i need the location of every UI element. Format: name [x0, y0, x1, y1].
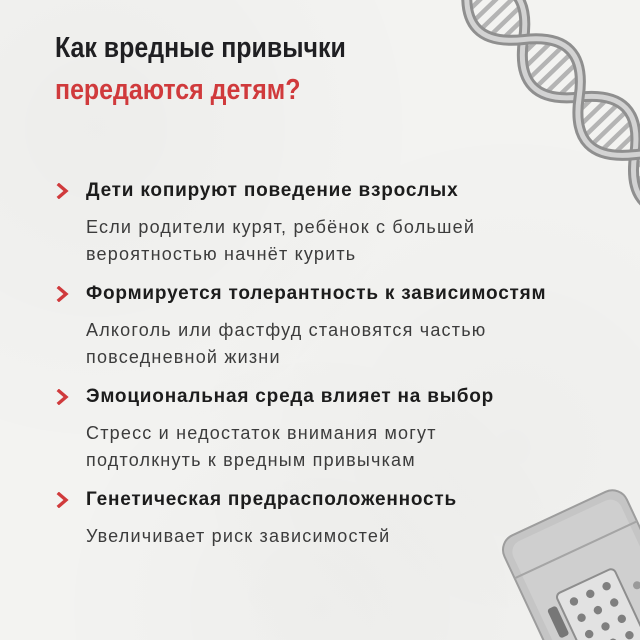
- chevron-shape: [59, 185, 66, 197]
- chevron-right-icon: [56, 286, 70, 302]
- title-line-1: Как вредные привычки: [55, 32, 346, 64]
- chevron-right-icon: [56, 183, 70, 199]
- item-description: [86, 420, 616, 474]
- list-item: [56, 386, 616, 474]
- page-title: [55, 27, 393, 111]
- item-heading: Эмоциональная среда влияет на выбор: [86, 386, 495, 407]
- item-description: [86, 317, 616, 371]
- item-description: [86, 214, 616, 268]
- habits-list: [56, 180, 616, 565]
- item-heading: Формируется толерантность к зависимостям: [86, 283, 547, 304]
- item-description-line: Увеличивает риск зависимостей: [86, 526, 391, 546]
- item-description-line: Если родители курят, ребёнок с большей: [86, 217, 476, 237]
- item-description: [86, 523, 616, 550]
- list-item: [56, 489, 616, 550]
- item-heading: Генетическая предрасположенность: [86, 489, 457, 510]
- chevron-shape: [59, 288, 66, 300]
- item-description-line: подтолкнуть к вредным привычкам: [86, 450, 416, 470]
- item-description-line: повседневной жизни: [86, 347, 281, 367]
- chevron-shape: [59, 391, 66, 403]
- item-heading: Дети копируют поведение взрослых: [86, 180, 459, 201]
- item-description-line: Стресс и недостаток внимания могут: [86, 423, 437, 443]
- dna-rung: [489, 5, 522, 37]
- chevron-right-icon: [56, 389, 70, 405]
- list-item: [56, 283, 616, 371]
- item-description-line: Алкоголь или фастфуд становятся частью: [86, 320, 487, 340]
- list-item: [56, 180, 616, 268]
- chevron-shape: [59, 494, 66, 506]
- item-description-line: вероятностью начнёт курить: [86, 244, 357, 264]
- chevron-right-icon: [56, 492, 70, 508]
- title-line-2: передаются детям?: [55, 74, 301, 106]
